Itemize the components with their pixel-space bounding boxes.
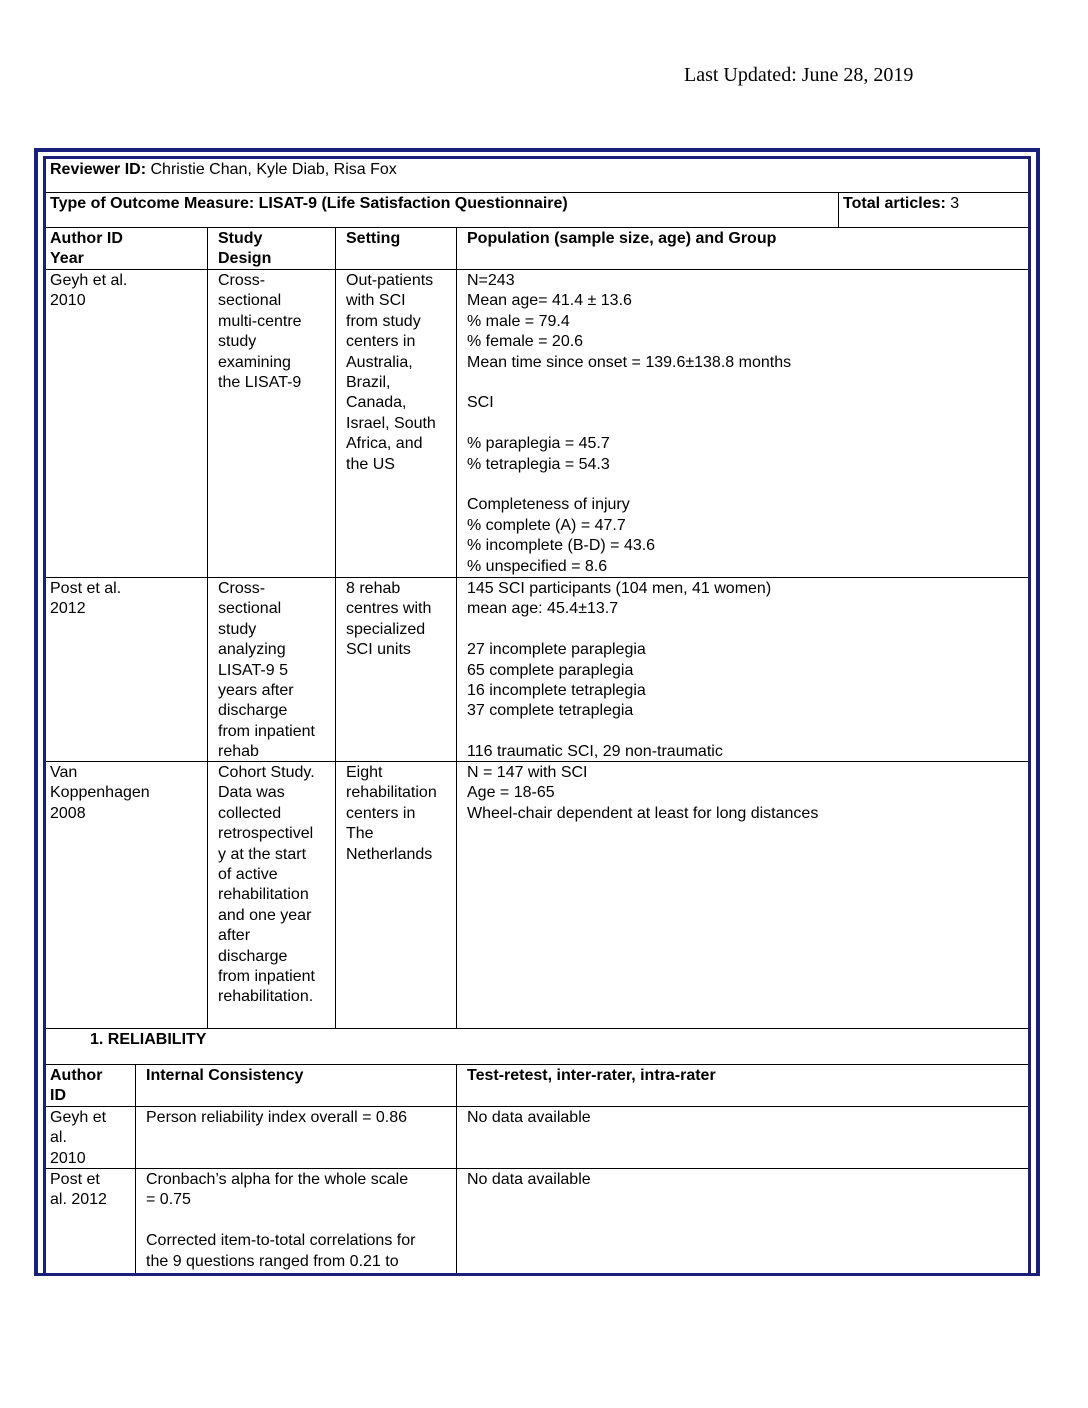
reliability-header-row xyxy=(46,1065,1028,1107)
total-articles-cell xyxy=(838,193,1028,227)
study-author: Geyh et al. 2010 xyxy=(50,272,128,310)
header-test-retest: Test-retest, inter-rater, intra-rater xyxy=(456,1065,1028,1106)
last-updated-date: Last Updated: June 28, 2019 xyxy=(684,64,914,86)
internal-consistency-value: Cronbach’s alpha for the whole scale = 0.75 Corrected item-to-total correlations for the 9 questions ranged from 0.21 to xyxy=(135,1169,456,1273)
reliability-heading: 1. RELIABILITY xyxy=(90,1031,207,1048)
reliability-section-row xyxy=(46,1029,1028,1065)
study-setting: Eight rehabilitation centers in The Netherlands xyxy=(335,762,456,1028)
study-population: N=243 Mean age= 41.4 ± 13.6 % male = 79.4 % female = 20.6 Mean time since onset = 139.6±138.8 months SCI % paraplegia = 45.7 % tetraplegia = 54.3 Completeness of injury % complete (A) = 47.7 % incomplete (B-D) = 43.6 % unspecified = 8.6 xyxy=(456,270,1028,577)
reliability-author: Geyh et al. 2010 xyxy=(50,1109,107,1167)
header-population: Population (sample size, age) and Group xyxy=(456,228,1028,269)
review-frame xyxy=(34,148,1040,1276)
table-row xyxy=(46,578,1028,762)
header-internal-consistency: Internal Consistency xyxy=(135,1065,456,1106)
reviewer-cell xyxy=(46,159,1028,192)
study-setting: Out-patients with SCI from study centers in Australia, Brazil, Canada, Israel, South Africa, and the US xyxy=(335,270,456,577)
header-setting: Setting xyxy=(335,228,456,269)
study-design: Cross- sectional multi-centre study examining the LISAT-9 xyxy=(207,270,335,577)
review-table xyxy=(43,156,1031,1273)
table-row xyxy=(46,1169,1028,1273)
outcome-row xyxy=(46,193,1028,228)
table-row xyxy=(46,762,1028,1029)
outcome-type: Type of Outcome Measure: LISAT-9 (Life Satisfaction Questionnaire) xyxy=(50,195,568,212)
header-author-id: Author ID xyxy=(50,1067,103,1105)
study-author: Post et al. 2012 xyxy=(50,580,122,618)
study-header-row xyxy=(46,228,1028,270)
study-population: 145 SCI participants (104 men, 41 women) mean age: 45.4±13.7 27 incomplete paraplegia 65 complete paraplegia 16 incomplete tetraplegia 37 complete tetraplegia 116 traumatic SCI, 29 non-traumatic xyxy=(456,578,1028,761)
study-population: N = 147 with SCI Age = 18-65 Wheel-chair dependent at least for long distances xyxy=(456,762,1028,1028)
test-retest-value: No data available xyxy=(456,1169,1028,1273)
study-author: Van Koppenhagen 2008 xyxy=(50,764,150,822)
total-articles-label: Total articles: xyxy=(843,195,946,212)
reviewer-label: Reviewer ID: xyxy=(50,161,147,178)
table-row xyxy=(46,270,1028,578)
reliability-author: Post et al. 2012 xyxy=(50,1171,107,1209)
total-articles-value: 3 xyxy=(945,195,960,212)
study-design: Cross- sectional study analyzing LISAT-9 5 years after discharge from inpatient rehab xyxy=(207,578,335,761)
study-setting: 8 rehab centres with specialized SCI units xyxy=(335,578,456,761)
test-retest-value: No data available xyxy=(456,1107,1028,1168)
internal-consistency-value: Person reliability index overall = 0.86 xyxy=(135,1107,456,1168)
header-author-id-year: Author ID Year xyxy=(50,230,123,268)
reviewer-names: Christie Chan, Kyle Diab, Risa Fox xyxy=(146,161,397,178)
reviewer-row xyxy=(46,159,1028,193)
study-design: Cohort Study. Data was collected retrospectivel y at the start of active rehabilitation and one year after discharge from inpatient rehabilitation. xyxy=(207,762,335,1028)
table-row xyxy=(46,1107,1028,1169)
header-study-design: Study Design xyxy=(207,228,335,269)
